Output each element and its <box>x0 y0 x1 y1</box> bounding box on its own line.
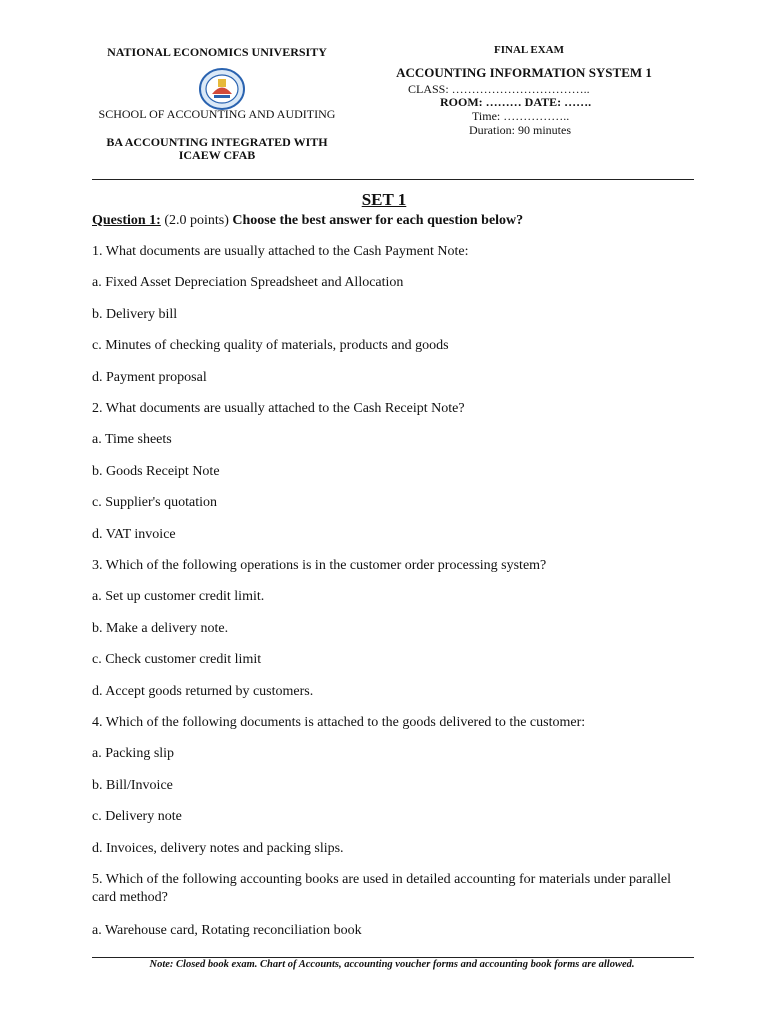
answer-option: a. Warehouse card, Rotating reconciliation book <box>92 923 362 938</box>
set-title: SET 1 <box>361 190 407 209</box>
answer-option: d. Invoices, delivery notes and packing slips. <box>92 841 344 856</box>
program-line-1: BA ACCOUNTING INTEGRATED WITH <box>106 135 328 149</box>
school-name: SCHOOL OF ACCOUNTING AND AUDITING <box>98 107 336 121</box>
answer-option: a. Time sheets <box>92 432 172 447</box>
time-line: Time: …………….. <box>472 109 570 123</box>
question-points: (2.0 points) <box>160 213 233 228</box>
answer-option: c. Delivery note <box>92 809 182 824</box>
answer-option: b. Make a delivery note. <box>92 621 229 636</box>
program-line-2: ICAEW CFAB <box>178 148 256 162</box>
class-line: CLASS: …………………………….. <box>408 82 590 96</box>
question-item: 4. Which of the following documents is attached to the goods delivered to the customer: <box>92 715 586 730</box>
university-name: NATIONAL ECONOMICS UNIVERSITY <box>107 45 327 59</box>
room-date-line: ROOM: ……… DATE: ……. <box>440 95 592 109</box>
subject-title: ACCOUNTING INFORMATION SYSTEM 1 <box>396 65 652 80</box>
footer-note: Note: Closed book exam. Chart of Accounts, accounting voucher forms and accounting book forms are allowed. <box>149 959 635 970</box>
answer-option: d. Accept goods returned by customers. <box>92 684 314 699</box>
question-instruction: Choose the best answer for each question below? <box>232 213 524 228</box>
answer-option: d. Payment proposal <box>92 370 207 385</box>
header-divider <box>92 179 694 180</box>
answer-option: b. Delivery bill <box>92 307 178 322</box>
duration-line: Duration: 90 minutes <box>469 123 571 137</box>
question-item: 3. Which of the following operations is in the customer order processing system? <box>92 558 547 573</box>
answer-option: b. Goods Receipt Note <box>92 464 220 479</box>
answer-option: a. Packing slip <box>92 746 175 761</box>
exam-type: FINAL EXAM <box>494 44 564 56</box>
answer-option: a. Fixed Asset Depreciation Spreadsheet and Allocation <box>92 275 404 290</box>
university-seal-icon <box>198 67 246 111</box>
answer-option: c. Supplier's quotation <box>92 495 218 510</box>
answer-option: a. Set up customer credit limit. <box>92 589 265 604</box>
answer-option: d. VAT invoice <box>92 527 176 542</box>
question-item: 1. What documents are usually attached to the Cash Payment Note: <box>92 244 469 259</box>
question-item: 5. Which of the following accounting books are used in detailed accounting for materials under parallel card method? <box>92 872 671 905</box>
answer-option: c. Minutes of checking quality of materials, products and goods <box>92 338 449 353</box>
answer-option: c. Check customer credit limit <box>92 652 262 667</box>
question-heading <box>92 212 523 230</box>
answer-option: b. Bill/Invoice <box>92 778 173 793</box>
footer-divider <box>92 957 694 958</box>
question-label: Question 1: <box>92 213 161 228</box>
question-item: 2. What documents are usually attached to the Cash Receipt Note? <box>92 401 465 416</box>
